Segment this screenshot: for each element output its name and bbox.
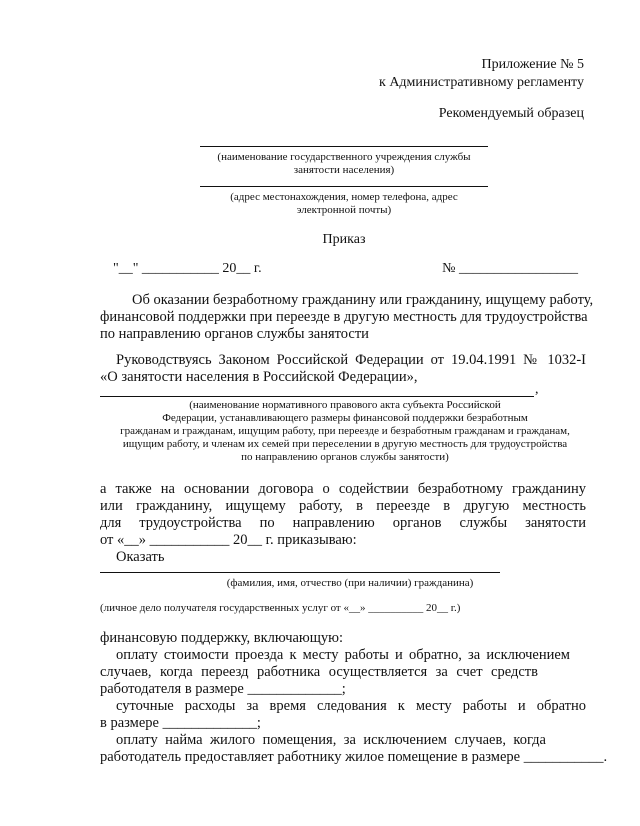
housing-line-2: работодатель предоставляет работнику жилое помещение в размере ___________. bbox=[100, 749, 608, 765]
order-number: № _________________ bbox=[442, 261, 578, 276]
support-intro: финансовую поддержку, включающую: bbox=[100, 630, 344, 646]
basis-caption-5: по направлению органов службы занятости) bbox=[241, 451, 449, 463]
fio-caption: (фамилия, имя, отчество (при наличии) гражданина) bbox=[226, 577, 474, 589]
provide-label: Оказать bbox=[116, 549, 165, 565]
contract-line-3: для трудоустройства по направлению органов службы занятости bbox=[100, 515, 586, 531]
travel-line-1: оплату стоимости проезда к месту работы и обратно, за исключением bbox=[116, 647, 570, 663]
daily-line-1: суточные расходы за время следования к месту работы и обратно bbox=[116, 698, 586, 714]
org-name-line bbox=[200, 146, 488, 147]
basis-line-1: Руководствуясь Законом Российской Федерации от 19.04.1991 № 1032-I bbox=[116, 352, 586, 368]
housing-line-1: оплату найма жилого помещения, за исключением случаев, когда bbox=[116, 732, 546, 748]
org-address-caption-2: электронной почты) bbox=[296, 204, 392, 216]
daily-line-2: в размере _____________; bbox=[100, 715, 261, 731]
contract-line-2: или гражданину, ищущему работу, в переезде в другую местность bbox=[100, 498, 586, 514]
travel-line-2: случаев, когда переезд работника осуществляется за счет средств bbox=[100, 664, 538, 680]
sample-label: Рекомендуемый образец bbox=[438, 106, 584, 121]
order-date: "__" ___________ 20__ г. bbox=[113, 261, 262, 276]
org-name-caption-2: занятости населения) bbox=[293, 164, 395, 176]
org-address-caption: (адрес местонахождения, номер телефона, адрес bbox=[230, 191, 458, 203]
org-address-line bbox=[200, 186, 488, 187]
basis-act-line bbox=[100, 396, 534, 397]
appendix-number: Приложение № 5 bbox=[481, 57, 584, 72]
basis-line-2: «О занятости населения в Российской Федерации», bbox=[100, 369, 418, 385]
contract-line-1: а также на основании договора о содействии безработному гражданину bbox=[100, 481, 586, 497]
org-name-caption: (наименование государственного учреждения службы bbox=[217, 151, 471, 163]
regulation-reference: к Административному регламенту bbox=[379, 75, 584, 90]
travel-line-3: работодателя в размере _____________; bbox=[100, 681, 346, 697]
basis-caption-4: ищущим работу, и членам их семей при переселении в другую местность для трудоустройства bbox=[122, 438, 568, 450]
basis-caption-1: (наименование нормативного правового акта субъекта Российской bbox=[189, 399, 501, 411]
subject-line-3: по направлению органов службы занятости bbox=[100, 326, 369, 342]
contract-line-4: от «__» ___________ 20__ г. приказываю: bbox=[100, 532, 357, 548]
personal-file-line: (личное дело получателя государственных услуг от «__» __________ 20__ г.) bbox=[100, 602, 461, 614]
basis-caption-2: Федерации, устанавливающего размеры финансовой поддержки безработным bbox=[162, 412, 528, 424]
basis-comma: , bbox=[535, 382, 539, 397]
subject-line-1: Об оказании безработному гражданину или гражданину, ищущему работу, bbox=[132, 292, 594, 308]
basis-caption-3: гражданам и гражданам, ищущим работу, при переезде и безработным гражданам и гражданам, bbox=[120, 425, 570, 437]
order-title: Приказ bbox=[322, 232, 366, 247]
subject-line-2: финансовой поддержки при переезде в другую местность для трудоустройства bbox=[100, 309, 588, 325]
fio-line bbox=[100, 572, 500, 573]
